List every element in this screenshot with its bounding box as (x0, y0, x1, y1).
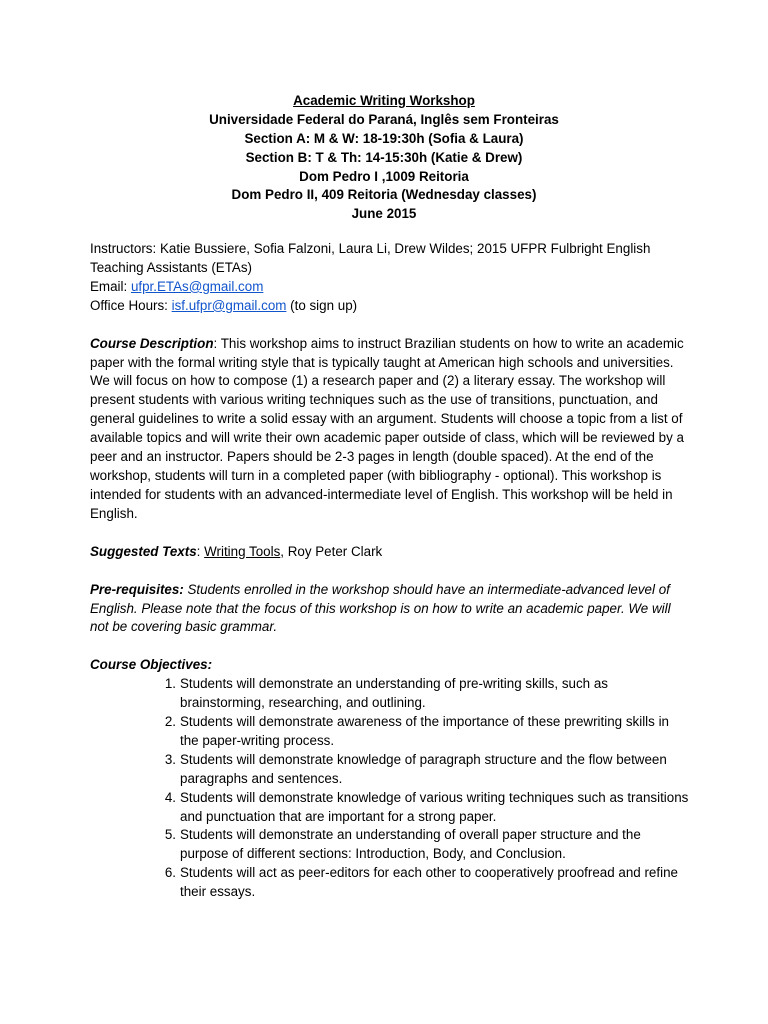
course-description-text: : This workshop aims to instruct Brazilian students on how to write an academic paper with the formal writing style that is typically taught at American high schools and universities. We will focus on how to compose (1) a research paper and (2) a literary essay. The workshop will present students with various writing techniques such as the use of transitions, punctuation, and general guidelines to write a solid essay with an argument. Students will choose a topic from a list of available topics and will write their own academic paper outside of class, which will be reviewed by a peer and an instructor. Papers should be 2-3 pages in length (double spaced). At the end of the workshop, students will turn in a completed paper (with bibliography - optional). This workshop is intended for students with an advanced-intermediate level of English. This workshop will be held in English. (90, 335, 684, 521)
objective-text: Students will demonstrate an understanding of pre-writing skills, such as brainstorming, researching, and outlining. (180, 676, 608, 711)
objective-number: 4. (164, 789, 176, 805)
objective-text: Students will demonstrate an understanding of overall paper structure and the purpose of different sections: Introduction, Body, and Conclusion. (180, 827, 641, 862)
email-line (90, 278, 690, 297)
objective-number: 1. (164, 676, 176, 692)
email-link[interactable]: ufpr.ETAs@gmail.com (130, 278, 264, 294)
objective-item (164, 864, 690, 902)
objective-item (164, 751, 690, 789)
office-hours-email-link[interactable]: isf.ufpr@gmail.com (171, 297, 287, 313)
objective-number: 6. (164, 865, 176, 881)
objective-item (164, 826, 690, 864)
location-line-2: Dom Pedro II, 409 Reitoria (Wednesday classes) (231, 187, 537, 203)
email-label: Email: (90, 278, 131, 294)
section-a-line: Section A: M & W: 18-19:30h (Sofia & Laura) (244, 130, 524, 146)
office-hours-line (90, 297, 690, 316)
objective-item (164, 713, 690, 751)
objective-text: Students will act as peer-editors for each other to cooperatively proofread and refine their essays. (180, 865, 678, 900)
instructors-line: Instructors: Katie Bussiere, Sofia Falzoni, Laura Li, Drew Wildes; 2015 UFPR Fulbright English Teaching Assistants (ETAs) (90, 241, 651, 275)
prerequisites-paragraph (90, 581, 690, 638)
objective-text: Students will demonstrate knowledge of paragraph structure and the flow between paragraphs and sentences. (180, 751, 667, 786)
date-line: June 2015 (351, 206, 417, 222)
objective-item (164, 675, 690, 713)
objective-number: 5. (164, 827, 176, 843)
suggested-book-title: Writing Tools (204, 543, 281, 559)
course-objectives-list (90, 675, 690, 902)
objective-text: Students will demonstrate awareness of the importance of these prewriting skills in the paper-writing process. (180, 714, 669, 748)
course-objectives-label: Course Objectives: (90, 657, 213, 673)
document-header (0, 92, 768, 224)
course-description-paragraph (90, 335, 690, 524)
suggested-texts-label: Suggested Texts (90, 543, 197, 559)
section-b-line: Section B: T & Th: 14-15:30h (Katie & Drew) (245, 149, 523, 165)
document-title: Academic Writing Workshop (293, 93, 475, 108)
institution-line: Universidade Federal do Paraná, Inglês sem Fronteiras (209, 111, 559, 127)
objective-number: 3. (164, 751, 176, 767)
prerequisites-text: Students enrolled in the workshop should have an intermediate-advanced level of English. Please note that the focus of this workshop is on how to write an academic paper. We will not be covering basic grammar. (90, 581, 671, 635)
objective-number: 2. (164, 714, 176, 730)
objective-text: Students will demonstrate knowledge of various writing techniques such as transitions and punctuation that are important for a strong paper. (180, 789, 689, 824)
course-description-label: Course Description (90, 335, 214, 351)
document-body (90, 240, 690, 902)
suggested-texts-line (90, 543, 690, 562)
suggested-book-author: , Roy Peter Clark (280, 543, 383, 559)
suggested-texts-sep: : (196, 543, 205, 559)
location-line-1: Dom Pedro I ,1009 Reitoria (299, 168, 469, 184)
office-hours-label: Office Hours: (90, 297, 172, 313)
prerequisites-label: Pre-requisites: (90, 581, 184, 597)
objective-item (164, 789, 690, 827)
office-hours-note: (to sign up) (286, 297, 358, 313)
